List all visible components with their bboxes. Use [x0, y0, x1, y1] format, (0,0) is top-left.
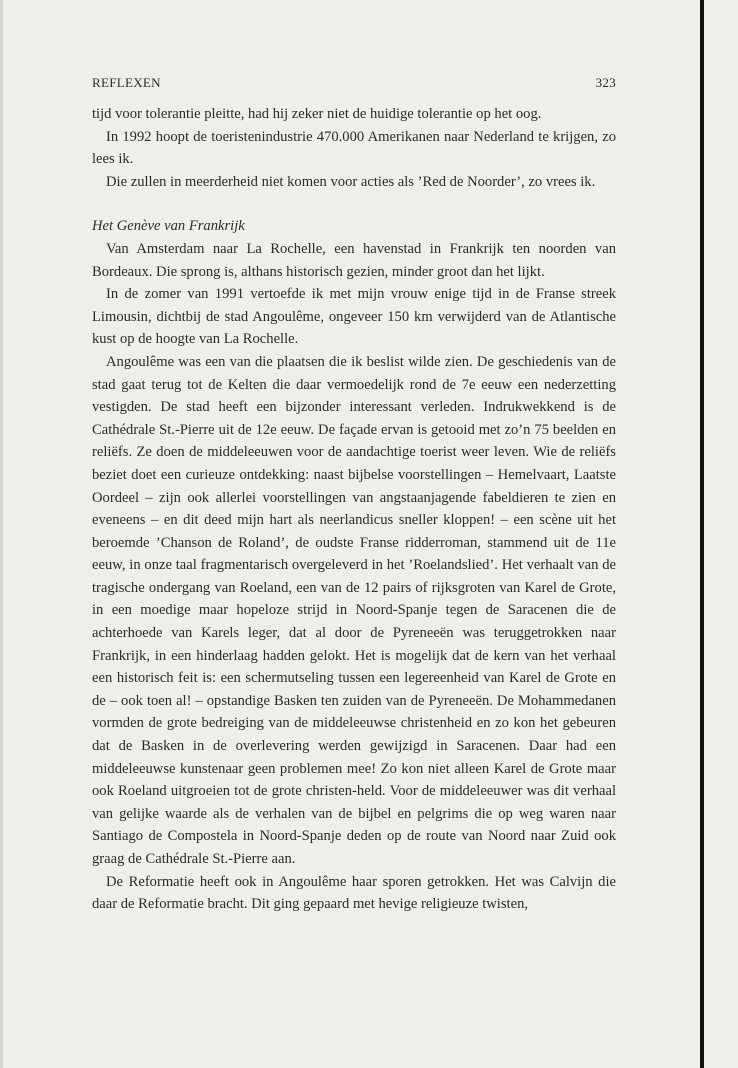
paragraph: Van Amsterdam naar La Rochelle, een havenstad in Frankrijk ten noorden van Bordeaux. Die sprong is, althans historisch gezien, minder groot dan het lijkt. [92, 240, 616, 280]
paragraph: In de zomer van 1991 vertoefde ik met mijn vrouw enige tijd in de Franse streek Limousin, dichtbij de stad Angoulême, ongeveer 150 km verwijderd van de Atlantische kust op de hoogte van La Rochelle. [92, 286, 616, 348]
page-body [92, 103, 616, 916]
running-header [92, 75, 616, 91]
scan-right-edge [700, 0, 704, 1068]
page-number: 323 [595, 75, 616, 90]
running-title: REFLEXEN [92, 75, 161, 90]
paragraph: tijd voor tolerantie pleitte, had hij zeker niet de huidige tolerantie op het oog. [92, 106, 542, 122]
paragraph: Angoulême was een van die plaatsen die ik beslist wilde zien. De geschiedenis van de stad gaat terug tot de Kelten die daar vermoedelijk rond de 7e eeuw een nederzetting vestigden. De stad heeft een bijzonder interessant verleden. Indrukwekkend is de Cathédrale St.-Pierre uit de 12e eeuw. De façade ervan is getooid met zo’n 75 beelden en reliëfs. Ze doen de middeleeuwen voor de aandachtige toerist weer leven. Wie de reliëfs beziet doet een curieuze ontdekking: naast bijbelse voorstellingen – Hemelvaart, Laatste Oordeel – zijn ook allerlei voorstellingen van angstaanjagende fabeldieren te zien en eveneens – en dit deed mijn hart als neerlandicus sneller kloppen! – een scène uit het beroemde ’Chanson de Roland’, de oudste Franse ridderroman, stammend uit de 11e eeuw, in onze taal fragmentarisch overgeleverd in het ’Roelandslied’. Het verhaalt van de tragische ondergang van Roeland, een van de 12 pairs of rijksgroten van Karel de Grote, in een moedige maar hopeloze strijd in Noord-Spanje tegen de Saracenen die de achterhoede van Karels leger, dat al door de Pyreneeën was teruggetrokken naar Frankrijk, in een hinderlaag hadden gelokt. Het is mogelijk dat de kern van het verhaal een historisch feit is: een schermutseling tussen een legereenheid van Karel de Grote en de – ook toen al! – opstandige Basken ten zuiden van de Pyreneeën. De Mohammedanen vormden de grote bedreiging van de middeleeuwse christenheid en zo kon het gebeuren dat de Basken in de overlevering werden gewijzigd in Saracenen. Daar had een middeleeuwse kunstenaar geen problemen mee! Zo kon niet alleen Karel de Grote maar ook Roeland uitgroeien tot de grote christen-held. Voor de middeleeuwer was dit verhaal van gelijke waarde als de verhalen van de bijbel en pelgrims die op weg waren naar Santiago de Compostela in Noord-Spanje deden op de route van Noord naar Zuid ook graag de Cathédrale St.-Pierre aan. [92, 353, 616, 867]
scan-left-edge [0, 0, 3, 1068]
paragraph: De Reformatie heeft ook in Angoulême haar sporen getrokken. Het was Calvijn die daar de Reformatie bracht. Dit ging gepaard met hevige religieuze twisten, [92, 873, 616, 913]
paragraph: Die zullen in meerderheid niet komen voor acties als ’Red de Noorder’, zo vrees ik. [106, 173, 596, 190]
section-heading: Het Genève van Frankrijk [92, 218, 245, 235]
paragraph: In 1992 hoopt de toeristenindustrie 470.000 Amerikanen naar Nederland te krijgen, zo lees ik. [92, 128, 616, 168]
section-gap [92, 193, 616, 215]
